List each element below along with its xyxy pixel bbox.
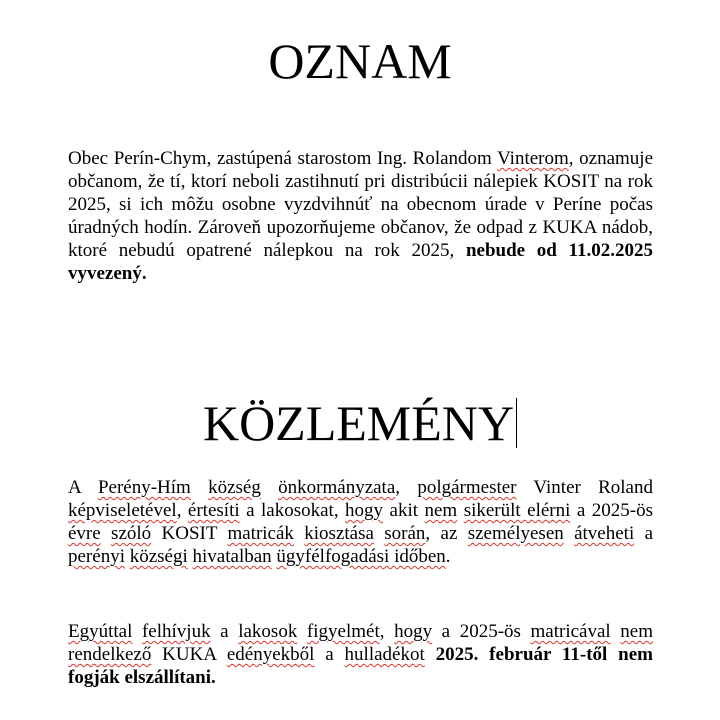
text-run: akit (383, 500, 425, 521)
spellcheck-word: hulladékot (344, 644, 425, 665)
text-run: a (314, 644, 345, 665)
text-cursor (516, 398, 517, 448)
oznam-heading (0, 33, 720, 89)
text-run: , (176, 500, 188, 521)
bold-deadline: nebude od 11.02.2025 vyvezený. (68, 240, 653, 284)
spellcheck-word: Vinterom (497, 148, 569, 169)
text-run: a lakosokat, (239, 500, 346, 521)
kozlemeny-paragraph-2 (68, 620, 653, 689)
spellcheck-word: rendelkező (68, 644, 152, 665)
spellcheck-word: perényi (68, 546, 125, 567)
text-run (425, 644, 436, 665)
spellcheck-word: során (384, 523, 426, 544)
text-run: a (634, 523, 654, 544)
spellcheck-word: szóló (111, 523, 152, 544)
text-run (564, 523, 574, 544)
text-run: a 2025-ös (570, 500, 654, 521)
spellcheck-word: évre (68, 523, 101, 544)
text-run: . (445, 546, 451, 567)
spellcheck-word: átveheti (574, 523, 635, 544)
spellcheck-word: képviseletével (68, 500, 177, 521)
text-run (374, 523, 384, 544)
spellcheck-word: polgármester (417, 477, 517, 498)
kozlemeny-heading-text: KÖZLEMÉNY (202, 395, 515, 451)
spellcheck-word: Perény-Hím (97, 477, 191, 498)
spellcheck-word: sikerült elérni (463, 500, 571, 521)
oznam-paragraph (68, 147, 653, 285)
text-run (297, 621, 307, 642)
text-run: , oznamuje občanom, že tí, ktorí neboli zastihnutí pri distribúcii nálepiek KOSIT na rok 2025, si ich môžu osobne vyzdvihnúť na obecnom úrade v Períne počas úradných hodín. Zároveň upozorňujeme občanov, že odpad z KUKA nádob, ktoré nebudú opatrené nálepkou na rok 2025, (68, 148, 653, 261)
text-run: a 2025-ös (432, 621, 531, 642)
spellcheck-word: lakosok (238, 621, 298, 642)
spellcheck-word: önkormányzata (278, 477, 396, 498)
spellcheck-word: hivatalban (192, 546, 272, 567)
text-run: Obec Perín-Chym, zastúpená starostom Ing. Rolandom (68, 148, 498, 169)
text-run: Vinter Roland (516, 477, 653, 498)
text-run: A (68, 477, 98, 498)
kozlemeny-paragraph-1 (68, 476, 653, 568)
spellcheck-word: hogy (345, 500, 384, 521)
text-run (261, 477, 278, 498)
text-run (611, 621, 621, 642)
spellcheck-word: edényekből (226, 644, 315, 665)
spellcheck-word: értesíti (187, 500, 240, 521)
spellcheck-word: nem (620, 621, 654, 642)
spellcheck-word: személyesen (467, 523, 564, 544)
text-run: , (379, 621, 395, 642)
spellcheck-word: Egyúttal (68, 621, 133, 642)
spellcheck-word: községi (129, 546, 188, 567)
spellcheck-word: ügyfélfogadási időben (276, 546, 446, 567)
text-run (132, 621, 142, 642)
text-run (191, 477, 208, 498)
kozlemeny-heading (0, 395, 720, 451)
text-run (294, 523, 304, 544)
spellcheck-word: hogy (394, 621, 433, 642)
spellcheck-word: felhívjuk (141, 621, 211, 642)
text-run: , az (425, 523, 468, 544)
bold-deadline: 2025. február 11-től nem fogják elszállítani. (68, 644, 653, 688)
spellcheck-word: matricák (227, 523, 294, 544)
oznam-heading-text: OZNAM (268, 33, 452, 89)
text-run: a (210, 621, 239, 642)
spellcheck-word: figyelmét (306, 621, 380, 642)
text-run: , (395, 477, 418, 498)
text-run: KUKA (151, 644, 227, 665)
spellcheck-word: kiosztása (304, 523, 374, 544)
text-run: KOSIT (151, 523, 228, 544)
spellcheck-word: matricával (530, 621, 611, 642)
text-run (101, 523, 111, 544)
spellcheck-word: község (208, 477, 261, 498)
spellcheck-word: nem (424, 500, 458, 521)
